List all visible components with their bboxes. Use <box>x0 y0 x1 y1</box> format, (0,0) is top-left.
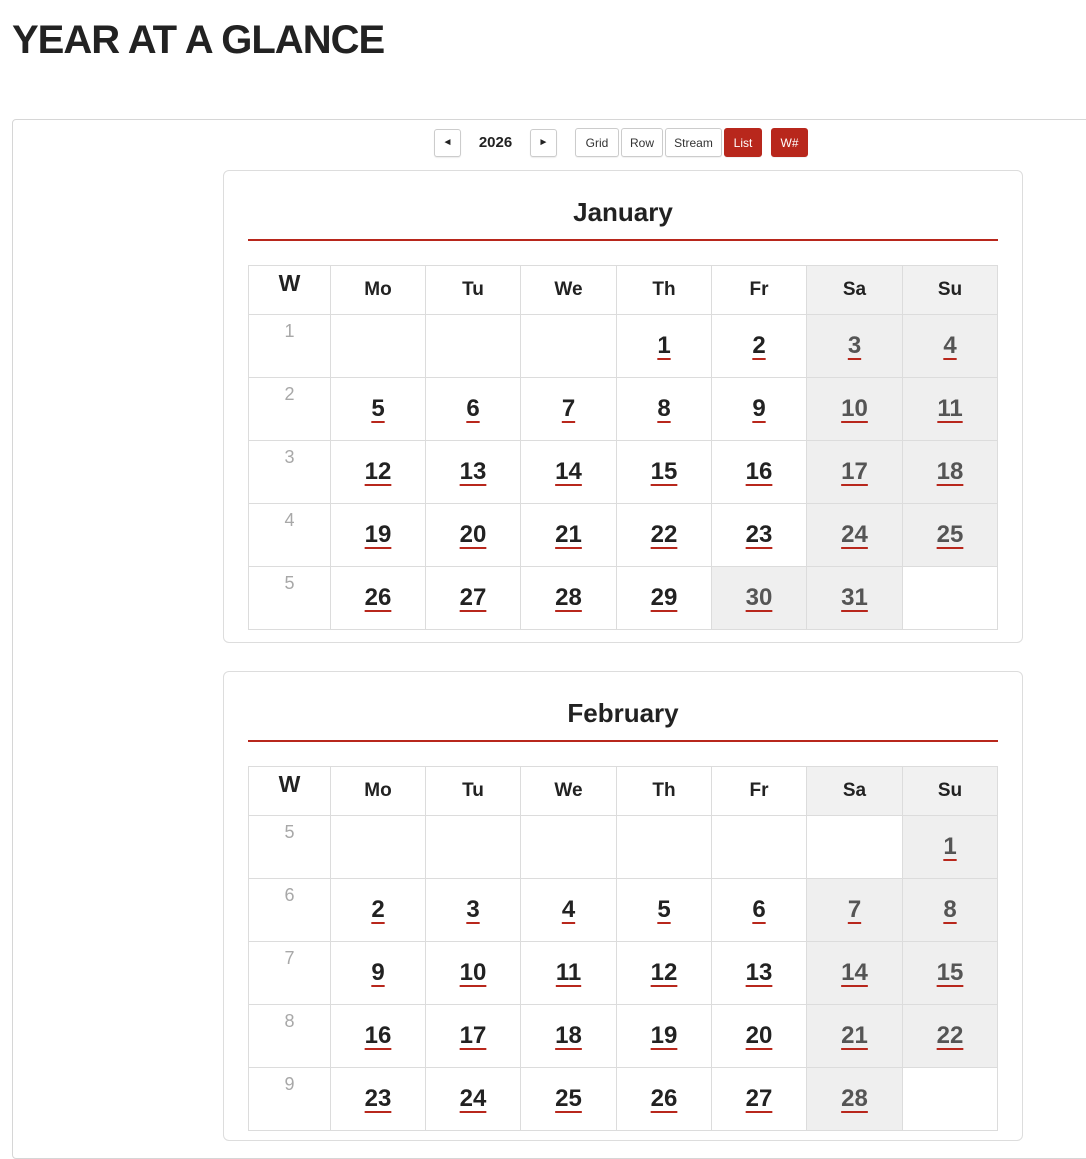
day-link[interactable]: 4 <box>943 332 957 359</box>
day-link[interactable]: 17 <box>459 1022 487 1049</box>
week-row <box>249 378 998 441</box>
day-cell <box>807 1068 903 1131</box>
day-link[interactable]: 15 <box>936 959 964 986</box>
week-row <box>249 441 998 504</box>
month-title: January <box>248 195 998 241</box>
month-calendar-table <box>248 766 998 1131</box>
empty-day-cell <box>807 816 903 879</box>
day-cell <box>426 879 521 942</box>
day-link[interactable]: 18 <box>936 458 964 485</box>
day-link[interactable]: 6 <box>466 395 480 422</box>
day-cell <box>903 1005 998 1068</box>
day-cell <box>807 1005 903 1068</box>
day-link[interactable]: 26 <box>650 1085 678 1112</box>
day-link[interactable]: 30 <box>745 584 773 611</box>
day-cell <box>426 441 521 504</box>
week-row <box>249 504 998 567</box>
day-cell <box>903 441 998 504</box>
day-link[interactable]: 14 <box>555 458 582 485</box>
week-number: 6 <box>249 879 331 942</box>
day-cell <box>617 942 712 1005</box>
day-cell <box>903 879 998 942</box>
week-number-toggle[interactable]: W# <box>771 128 808 157</box>
view-grid-button[interactable]: Grid <box>575 128 619 157</box>
weekday-header: Fr <box>712 767 807 816</box>
day-link[interactable]: 16 <box>364 1022 392 1049</box>
weekday-header: We <box>521 767 617 816</box>
page-title: YEAR AT A GLANCE <box>12 18 385 62</box>
day-link[interactable]: 19 <box>650 1022 678 1049</box>
week-row <box>249 315 998 378</box>
day-cell <box>331 504 426 567</box>
day-cell <box>426 1068 521 1131</box>
day-link[interactable]: 18 <box>555 1022 582 1049</box>
day-link[interactable]: 26 <box>364 584 392 611</box>
day-link[interactable]: 27 <box>745 1085 773 1112</box>
day-link[interactable]: 31 <box>841 584 868 611</box>
day-link[interactable]: 10 <box>459 959 487 986</box>
view-switcher <box>575 128 810 157</box>
day-cell <box>426 1005 521 1068</box>
day-cell <box>903 816 998 879</box>
day-cell <box>521 441 617 504</box>
empty-day-cell <box>617 816 712 879</box>
week-row <box>249 1005 998 1068</box>
weekday-header: Su <box>903 266 998 315</box>
day-cell <box>712 1005 807 1068</box>
week-row <box>249 879 998 942</box>
day-cell <box>903 942 998 1005</box>
day-link[interactable]: 25 <box>555 1085 582 1112</box>
calendar-toolbar <box>434 128 810 157</box>
day-link[interactable]: 21 <box>555 521 582 548</box>
previous-year-button[interactable] <box>434 129 461 157</box>
day-cell <box>617 1005 712 1068</box>
weekday-header: Sa <box>807 767 903 816</box>
day-link[interactable]: 3 <box>847 332 862 359</box>
day-link[interactable]: 23 <box>745 521 773 548</box>
week-row <box>249 816 998 879</box>
day-link[interactable]: 24 <box>841 521 868 548</box>
day-link[interactable]: 20 <box>459 521 487 548</box>
day-cell <box>712 441 807 504</box>
day-cell <box>807 504 903 567</box>
empty-day-cell <box>521 315 617 378</box>
triangle-right-icon: ► <box>538 137 549 148</box>
day-link[interactable]: 10 <box>841 395 868 422</box>
day-link[interactable]: 13 <box>459 458 487 485</box>
view-list-button[interactable]: List <box>724 128 762 157</box>
day-link[interactable]: 8 <box>943 896 957 923</box>
empty-day-cell <box>331 816 426 879</box>
day-cell <box>331 1068 426 1131</box>
day-link[interactable]: 2 <box>752 332 766 359</box>
year-label: 2026 <box>478 134 513 151</box>
day-cell <box>617 567 712 630</box>
weekday-header: Tu <box>426 266 521 315</box>
day-cell <box>426 378 521 441</box>
day-link[interactable]: 6 <box>752 896 766 923</box>
next-year-button[interactable] <box>530 129 557 157</box>
day-link[interactable]: 7 <box>561 395 576 422</box>
day-link[interactable]: 23 <box>364 1085 392 1112</box>
day-cell <box>617 879 712 942</box>
empty-day-cell <box>903 1068 998 1131</box>
week-number-header: W <box>249 767 331 816</box>
day-link[interactable]: 1 <box>943 833 957 860</box>
day-link[interactable]: 22 <box>650 521 678 548</box>
day-cell <box>617 504 712 567</box>
month-card-february <box>223 671 1023 1141</box>
day-cell <box>426 942 521 1005</box>
week-number: 1 <box>249 315 331 378</box>
view-row-button[interactable]: Row <box>621 128 663 157</box>
day-cell <box>712 504 807 567</box>
day-cell <box>617 1068 712 1131</box>
week-number: 4 <box>249 504 331 567</box>
day-cell <box>807 942 903 1005</box>
day-link[interactable]: 17 <box>841 458 868 485</box>
day-link[interactable]: 14 <box>841 959 868 986</box>
day-cell <box>712 942 807 1005</box>
day-cell <box>712 1068 807 1131</box>
empty-day-cell <box>903 567 998 630</box>
weekday-header: We <box>521 266 617 315</box>
day-cell <box>712 879 807 942</box>
day-cell <box>331 879 426 942</box>
weekday-header: Th <box>617 767 712 816</box>
day-link[interactable]: 28 <box>841 1085 868 1112</box>
day-cell <box>331 1005 426 1068</box>
day-cell <box>521 378 617 441</box>
empty-day-cell <box>521 816 617 879</box>
day-link[interactable]: 25 <box>936 521 964 548</box>
day-cell <box>807 315 903 378</box>
week-number-header: W <box>249 266 331 315</box>
week-row <box>249 1068 998 1131</box>
view-stream-button[interactable]: Stream <box>665 128 722 157</box>
day-link[interactable]: 22 <box>936 1022 964 1049</box>
day-cell <box>903 504 998 567</box>
day-cell <box>807 879 903 942</box>
empty-day-cell <box>331 315 426 378</box>
weekday-header: Mo <box>331 767 426 816</box>
day-link[interactable]: 8 <box>657 395 671 422</box>
day-cell <box>617 441 712 504</box>
day-cell <box>521 504 617 567</box>
day-link[interactable]: 21 <box>841 1022 868 1049</box>
week-row <box>249 567 998 630</box>
day-link[interactable]: 5 <box>657 896 671 923</box>
week-number: 7 <box>249 942 331 1005</box>
day-cell <box>331 441 426 504</box>
day-cell <box>331 942 426 1005</box>
day-link[interactable]: 9 <box>752 395 766 422</box>
weekday-header: Tu <box>426 767 521 816</box>
day-link[interactable]: 19 <box>364 521 392 548</box>
day-link[interactable]: 4 <box>561 896 576 923</box>
day-link[interactable]: 11 <box>555 959 582 986</box>
day-cell <box>331 378 426 441</box>
day-cell <box>617 315 712 378</box>
day-cell <box>807 441 903 504</box>
weekday-header: Mo <box>331 266 426 315</box>
month-card-january <box>223 170 1023 643</box>
weekday-header: Fr <box>712 266 807 315</box>
week-row <box>249 942 998 1005</box>
day-cell <box>807 378 903 441</box>
day-cell <box>712 567 807 630</box>
day-link[interactable]: 27 <box>459 584 487 611</box>
empty-day-cell <box>426 315 521 378</box>
day-link[interactable]: 5 <box>371 395 385 422</box>
week-number: 9 <box>249 1068 331 1131</box>
day-link[interactable]: 12 <box>364 458 392 485</box>
day-link[interactable]: 3 <box>466 896 480 923</box>
week-number: 2 <box>249 378 331 441</box>
empty-day-cell <box>426 816 521 879</box>
day-link[interactable]: 20 <box>745 1022 773 1049</box>
day-link[interactable]: 1 <box>657 332 671 359</box>
weekday-header: Th <box>617 266 712 315</box>
weekday-header: Su <box>903 767 998 816</box>
day-link[interactable]: 13 <box>745 959 773 986</box>
day-link[interactable]: 2 <box>371 896 385 923</box>
week-number: 5 <box>249 567 331 630</box>
month-calendar-table <box>248 265 998 630</box>
empty-day-cell <box>712 816 807 879</box>
day-cell <box>712 315 807 378</box>
day-link[interactable]: 28 <box>555 584 582 611</box>
day-cell <box>426 504 521 567</box>
day-link[interactable]: 9 <box>371 959 385 986</box>
day-cell <box>521 1068 617 1131</box>
week-number: 8 <box>249 1005 331 1068</box>
day-cell <box>521 1005 617 1068</box>
day-cell <box>712 378 807 441</box>
day-link[interactable]: 15 <box>650 458 678 485</box>
day-cell <box>617 378 712 441</box>
day-link[interactable]: 29 <box>650 584 678 611</box>
day-cell <box>521 567 617 630</box>
weekday-header-row <box>249 767 998 816</box>
day-link[interactable]: 12 <box>650 959 678 986</box>
day-cell <box>903 378 998 441</box>
day-cell <box>903 315 998 378</box>
weekday-header-row <box>249 266 998 315</box>
day-cell <box>426 567 521 630</box>
weekday-header: Sa <box>807 266 903 315</box>
month-title: February <box>248 696 998 742</box>
day-link[interactable]: 16 <box>745 458 773 485</box>
day-cell <box>331 567 426 630</box>
week-number: 5 <box>249 816 331 879</box>
day-link[interactable]: 11 <box>937 395 963 422</box>
day-cell <box>521 879 617 942</box>
triangle-left-icon: ◄ <box>442 137 453 148</box>
day-cell <box>807 567 903 630</box>
day-link[interactable]: 7 <box>847 896 862 923</box>
day-link[interactable]: 24 <box>459 1085 487 1112</box>
week-number: 3 <box>249 441 331 504</box>
day-cell <box>521 942 617 1005</box>
